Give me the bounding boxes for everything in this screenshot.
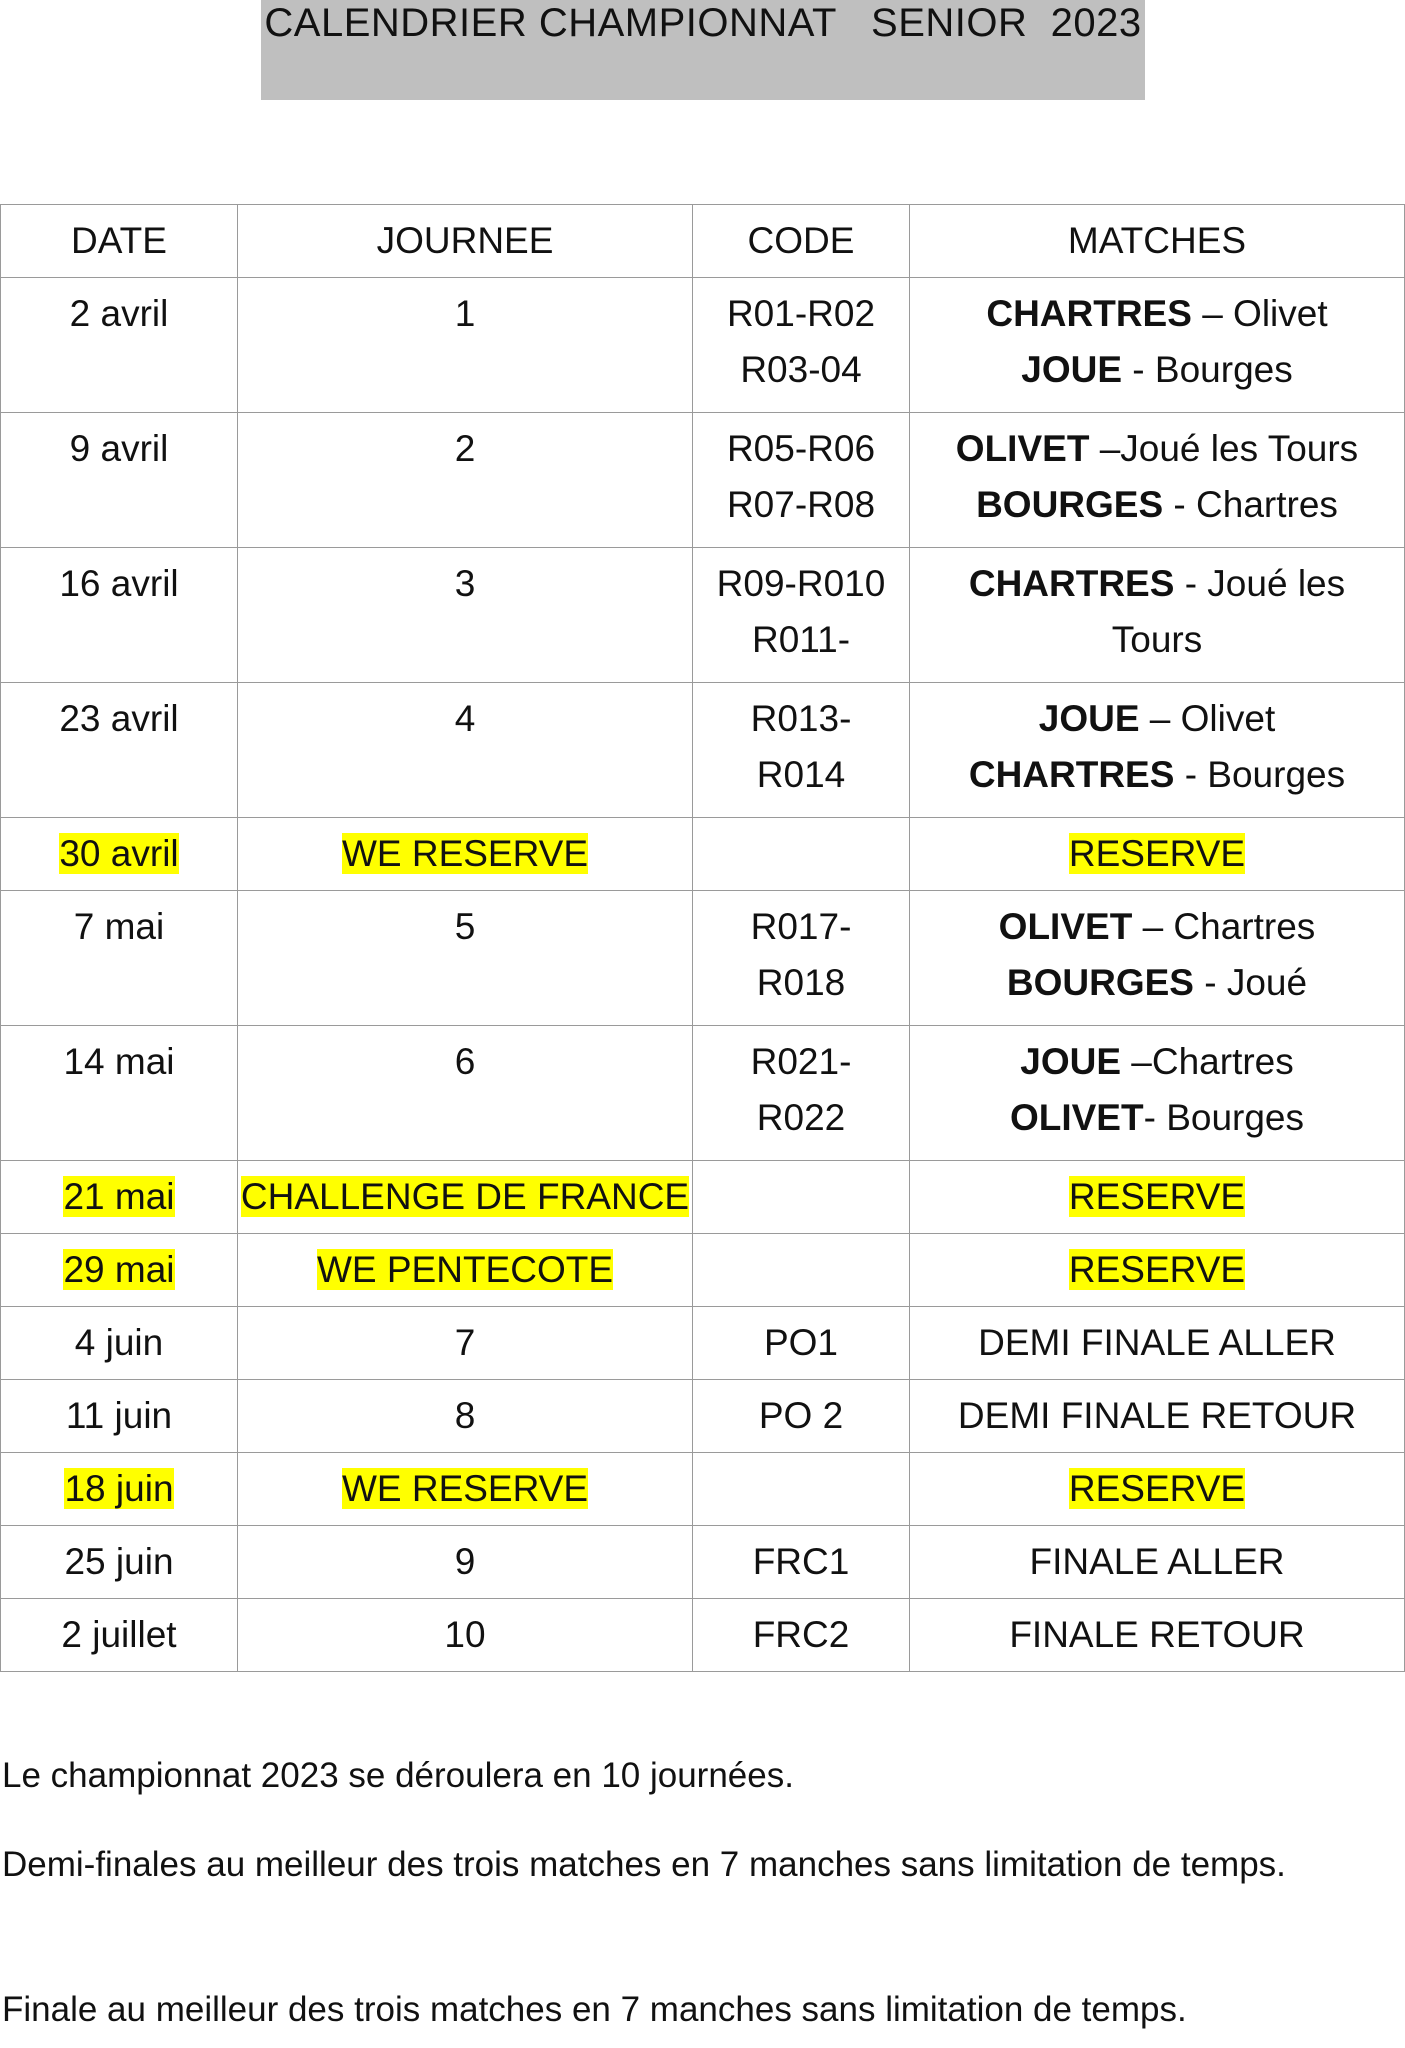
date-text: 2 avril xyxy=(69,293,169,334)
cell-date xyxy=(1,1161,238,1234)
cell-journee xyxy=(238,683,693,818)
team-away: - Chartres xyxy=(1163,484,1338,525)
cell-date xyxy=(1,1380,238,1453)
cell-matches xyxy=(910,1599,1405,1672)
match-line xyxy=(910,747,1404,803)
cell-date xyxy=(1,1026,238,1161)
table-row xyxy=(1,1526,1405,1599)
cell-code xyxy=(693,1307,910,1380)
table-row xyxy=(1,1307,1405,1380)
match-line xyxy=(910,342,1404,398)
team-home: JOUE xyxy=(1021,349,1123,390)
cell-code xyxy=(693,1161,910,1234)
date-text: 2 juillet xyxy=(61,1614,177,1655)
date-text: 11 juin xyxy=(65,1395,173,1436)
cell-code xyxy=(693,1526,910,1599)
date-text: 4 juin xyxy=(74,1322,164,1363)
header-matches: MATCHES xyxy=(910,205,1405,278)
calendar-table xyxy=(0,204,1405,1672)
table-row xyxy=(1,548,1405,683)
team-away: - Bourges xyxy=(1174,754,1346,795)
team-home: OLIVET xyxy=(1009,1097,1144,1138)
cell-matches xyxy=(910,1234,1405,1307)
cell-code xyxy=(693,1234,910,1307)
cell-matches xyxy=(910,278,1405,413)
cell-date xyxy=(1,818,238,891)
journee-text: WE RESERVE xyxy=(341,833,589,874)
date-text: 16 avril xyxy=(59,563,179,604)
code-line: R018 xyxy=(756,962,846,1003)
cell-date xyxy=(1,683,238,818)
date-text: 30 avril xyxy=(59,833,179,874)
table-row xyxy=(1,1453,1405,1526)
cell-matches xyxy=(910,548,1405,683)
cell-code xyxy=(693,683,910,818)
code-line: R021- xyxy=(750,1041,852,1082)
cell-journee xyxy=(238,278,693,413)
match-line xyxy=(910,899,1404,955)
team-away: –Chartres xyxy=(1121,1041,1294,1082)
date-text: 23 avril xyxy=(59,698,179,739)
journee-text: 3 xyxy=(454,563,476,604)
match-phase: FINALE RETOUR xyxy=(1009,1614,1305,1655)
cell-journee xyxy=(238,1161,693,1234)
team-away: –Joué les Tours xyxy=(1089,428,1359,469)
note-paragraph: Finale au meilleur des trois matches en 7 manches sans limitation de temps. xyxy=(2,1990,1187,2029)
team-home: CHARTRES xyxy=(968,754,1175,795)
team-home: BOURGES xyxy=(976,484,1164,525)
code-line: R07-R08 xyxy=(726,484,876,525)
team-away: – Olivet xyxy=(1139,698,1276,739)
table-row xyxy=(1,1380,1405,1453)
match-line xyxy=(910,1034,1404,1090)
cell-matches xyxy=(910,1161,1405,1234)
code-line: R013- xyxy=(750,698,852,739)
cell-journee xyxy=(238,1526,693,1599)
title-banner xyxy=(261,0,1145,100)
header-code: CODE xyxy=(693,205,910,278)
code-line: PO1 xyxy=(763,1322,839,1363)
cell-matches xyxy=(910,818,1405,891)
code-line: PO 2 xyxy=(758,1395,844,1436)
cell-code xyxy=(693,891,910,1026)
cell-code xyxy=(693,818,910,891)
date-text: 18 juin xyxy=(64,1468,174,1509)
code-line: R01-R02 xyxy=(726,293,876,334)
cell-date xyxy=(1,548,238,683)
date-text: 29 mai xyxy=(63,1249,175,1290)
team-away: – Chartres xyxy=(1132,906,1316,947)
team-away: - Joué les xyxy=(1174,563,1346,604)
reserve-label: RESERVE xyxy=(1068,1249,1246,1290)
cell-date xyxy=(1,413,238,548)
date-text: 21 mai xyxy=(63,1176,175,1217)
match-line xyxy=(910,691,1404,747)
code-line: R03-04 xyxy=(740,349,862,390)
journee-text: WE PENTECOTE xyxy=(316,1249,614,1290)
journee-text: 4 xyxy=(454,698,476,739)
cell-journee xyxy=(238,1599,693,1672)
date-text: 14 mai xyxy=(63,1041,175,1082)
cell-journee xyxy=(238,1453,693,1526)
team-home: CHARTRES xyxy=(986,293,1192,334)
cell-journee xyxy=(238,548,693,683)
cell-code xyxy=(693,1380,910,1453)
table-row xyxy=(1,413,1405,548)
table-row xyxy=(1,891,1405,1026)
cell-matches xyxy=(910,413,1405,548)
cell-matches xyxy=(910,1453,1405,1526)
team-home: OLIVET xyxy=(955,428,1090,469)
journee-text: WE RESERVE xyxy=(341,1468,589,1509)
cell-code xyxy=(693,1599,910,1672)
table-header-row xyxy=(1,205,1405,278)
cell-code xyxy=(693,548,910,683)
match-phase: FINALE ALLER xyxy=(1029,1541,1285,1582)
header-journee: JOURNEE xyxy=(238,205,693,278)
header-date: DATE xyxy=(1,205,238,278)
table-row xyxy=(1,278,1405,413)
journee-text: 6 xyxy=(454,1041,476,1082)
code-line: FRC1 xyxy=(752,1541,850,1582)
table-row xyxy=(1,1161,1405,1234)
date-text: 25 juin xyxy=(64,1541,174,1582)
table-row xyxy=(1,818,1405,891)
code-line: R014 xyxy=(756,754,846,795)
journee-text: 2 xyxy=(454,428,476,469)
reserve-label: RESERVE xyxy=(1068,1468,1246,1509)
cell-journee xyxy=(238,1307,693,1380)
cell-code xyxy=(693,413,910,548)
code-line: R05-R06 xyxy=(726,428,876,469)
cell-journee xyxy=(238,1234,693,1307)
table-row xyxy=(1,1234,1405,1307)
table-row xyxy=(1,683,1405,818)
journee-text: 7 xyxy=(454,1322,476,1363)
cell-code xyxy=(693,1453,910,1526)
team-away: Tours xyxy=(1111,619,1203,660)
code-line: R022 xyxy=(756,1097,846,1138)
cell-date xyxy=(1,1599,238,1672)
journee-text: 5 xyxy=(454,906,476,947)
table-row xyxy=(1,1599,1405,1672)
cell-matches xyxy=(910,1526,1405,1599)
journee-text: 1 xyxy=(454,293,476,334)
cell-code xyxy=(693,1026,910,1161)
team-home: OLIVET xyxy=(998,906,1133,947)
code-line: R017- xyxy=(750,906,852,947)
team-away: - Bourges xyxy=(1122,349,1293,390)
match-line xyxy=(910,1090,1404,1146)
journee-text: 9 xyxy=(454,1541,476,1582)
match-phase: DEMI FINALE RETOUR xyxy=(957,1395,1357,1436)
table-row xyxy=(1,1026,1405,1161)
match-phase: DEMI FINALE ALLER xyxy=(978,1322,1336,1363)
match-line xyxy=(910,612,1404,668)
table-body xyxy=(1,278,1405,1672)
cell-date xyxy=(1,1234,238,1307)
cell-journee xyxy=(238,1026,693,1161)
cell-matches xyxy=(910,1307,1405,1380)
note-paragraph: Demi-finales au meilleur des trois matches en 7 manches sans limitation de temps. xyxy=(2,1845,1286,1884)
cell-matches xyxy=(910,891,1405,1026)
team-away: – Olivet xyxy=(1191,293,1328,334)
journee-text: 10 xyxy=(444,1614,486,1655)
match-line xyxy=(910,955,1404,1011)
cell-date xyxy=(1,1453,238,1526)
code-line: R011- xyxy=(751,619,851,660)
match-line xyxy=(910,556,1404,612)
team-away: - Bourges xyxy=(1143,1097,1305,1138)
date-text: 9 avril xyxy=(69,428,169,469)
cell-date xyxy=(1,278,238,413)
team-home: BOURGES xyxy=(1006,962,1194,1003)
team-home: JOUE xyxy=(1020,1041,1122,1082)
journee-text: CHALLENGE DE FRANCE xyxy=(240,1176,690,1217)
team-home: JOUE xyxy=(1038,698,1140,739)
cell-code xyxy=(693,278,910,413)
note-paragraph: Le championnat 2023 se déroulera en 10 journées. xyxy=(2,1756,794,1795)
cell-journee xyxy=(238,413,693,548)
date-text: 7 mai xyxy=(73,906,165,947)
cell-matches xyxy=(910,1380,1405,1453)
cell-journee xyxy=(238,891,693,1026)
cell-date xyxy=(1,1526,238,1599)
match-line xyxy=(910,421,1404,477)
match-line xyxy=(910,477,1404,533)
page-title: CALENDRIER CHAMPIONNAT SENIOR 2023 xyxy=(264,1,1142,45)
team-away: - Joué xyxy=(1193,962,1308,1003)
reserve-label: RESERVE xyxy=(1068,1176,1246,1217)
cell-date xyxy=(1,891,238,1026)
cell-matches xyxy=(910,683,1405,818)
journee-text: 8 xyxy=(454,1395,476,1436)
reserve-label: RESERVE xyxy=(1068,833,1246,874)
cell-journee xyxy=(238,818,693,891)
code-line: FRC2 xyxy=(752,1614,850,1655)
match-line xyxy=(910,286,1404,342)
code-line: R09-R010 xyxy=(716,563,886,604)
cell-matches xyxy=(910,1026,1405,1161)
cell-journee xyxy=(238,1380,693,1453)
team-home: CHARTRES xyxy=(968,563,1175,604)
cell-date xyxy=(1,1307,238,1380)
